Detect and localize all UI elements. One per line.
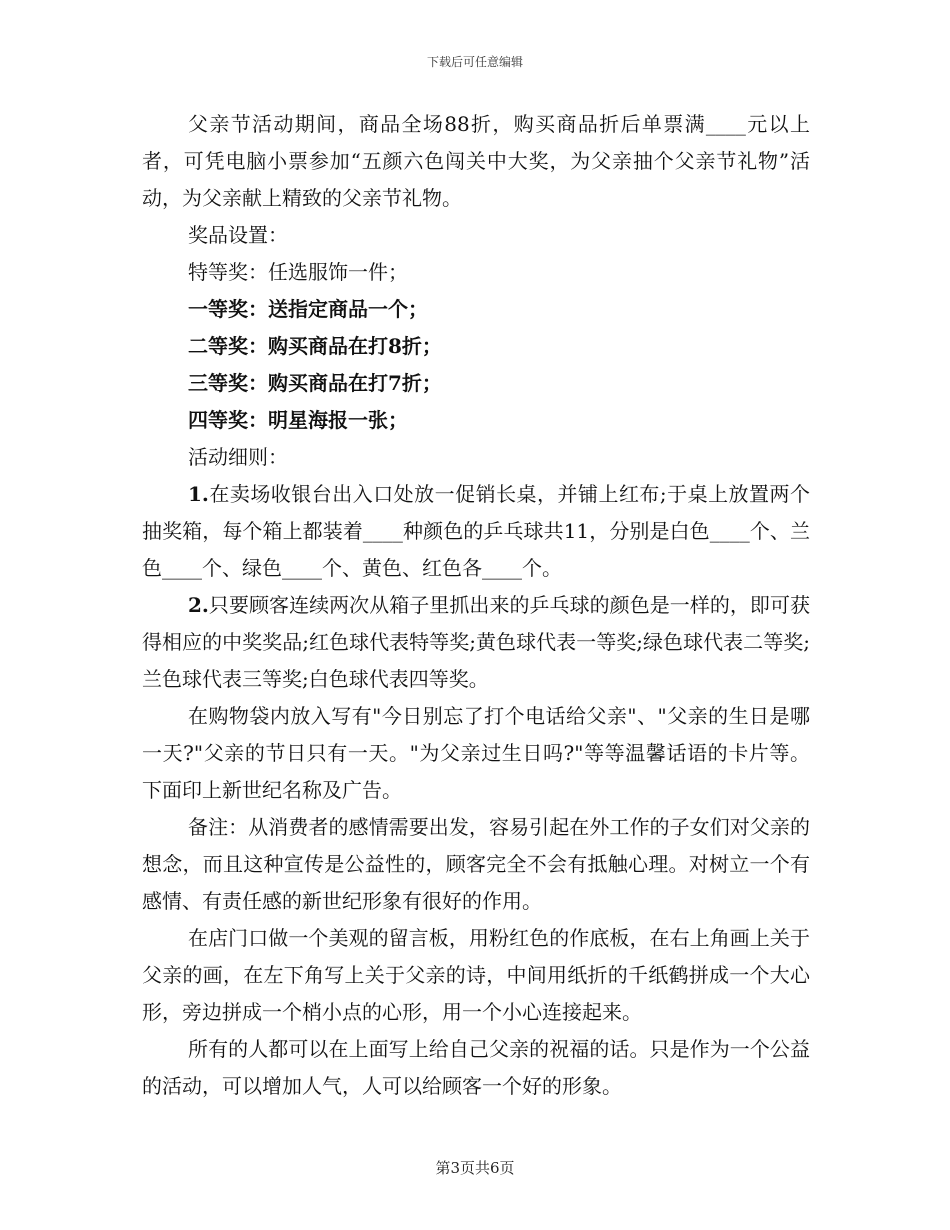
page-header: 下载后可任意编辑 xyxy=(426,55,523,69)
paragraph-remark: 备注：从消费者的感情需要出发，容易引起在外工作的子女们对父亲的想念，而且这种宣传是公益性的，顾客完全不会有抵触心理。对树立一个有感情、有责任感的新世纪形象有很好的作用。 xyxy=(142,815,810,913)
rule-1-text: 在卖场收银台出入口处放一促销长桌，并铺上红布;于桌上放置两个抽奖箱，每个箱上都装着____种颜色的乒乓球共11，分别是白色____个、兰色____个、绿色____个、黄色、红色各____个。 xyxy=(142,482,810,580)
document-body xyxy=(142,106,810,1105)
paragraph-shopping-bag-card: 在购物袋内放入写有"今日别忘了打个电话给父亲"、"父亲的生日是哪一天?"父亲的节日只有一天。"为父亲过生日吗?"等等温馨话语的卡片等。下面印上新世纪名称及广告。 xyxy=(142,704,810,802)
rule-1-number: 1. xyxy=(188,482,209,506)
paragraph-rules-heading: 活动细则： xyxy=(188,445,288,469)
paragraph-message-board: 在店门口做一个美观的留言板，用粉红色的作底板，在右上角画上关于父亲的画，在左下角写上关于父亲的诗，中间用纸折的千纸鹤拼成一个大心形，旁边拼成一个梢小点的心形，用一个小心连接起来。 xyxy=(142,926,810,1024)
paragraph-special-prize: 特等奖：任选服饰一件； xyxy=(188,260,408,284)
paragraph-rule-1 xyxy=(142,476,810,587)
rule-2-text: 只要顾客连续两次从箱子里抓出来的乒乓球的颜色是一样的，即可获得相应的中奖奖品;红色球代表特等奖;黄色球代表一等奖;绿色球代表二等奖;兰色球代表三等奖;白色球代表四等奖。 xyxy=(142,593,810,691)
paragraph-blessing: 所有的人都可以在上面写上给自己父亲的祝福的话。只是作为一个公益的活动，可以增加人气，人可以给顾客一个好的形象。 xyxy=(142,1037,810,1098)
paragraph-first-prize: 一等奖：送指定商品一个； xyxy=(188,297,428,321)
rule-2-number: 2. xyxy=(188,593,209,617)
paragraph-rule-2 xyxy=(142,587,810,698)
paragraph-third-prize: 三等奖：购买商品在打7折； xyxy=(188,371,442,395)
paragraph-second-prize: 二等奖：购买商品在打8折； xyxy=(188,334,442,358)
page-footer: 第3页共6页 xyxy=(435,1159,515,1177)
paragraph-prize-settings-heading: 奖品设置： xyxy=(188,223,288,247)
paragraph-fourth-prize: 四等奖：明星海报一张； xyxy=(188,408,408,432)
paragraph-promotion: 父亲节活动期间，商品全场88折，购买商品折后单票满____元以上者，可凭电脑小票参加“五颜六色闯关中大奖，为父亲抽个父亲节礼物”活动，为父亲献上精致的父亲节礼物。 xyxy=(142,112,810,210)
